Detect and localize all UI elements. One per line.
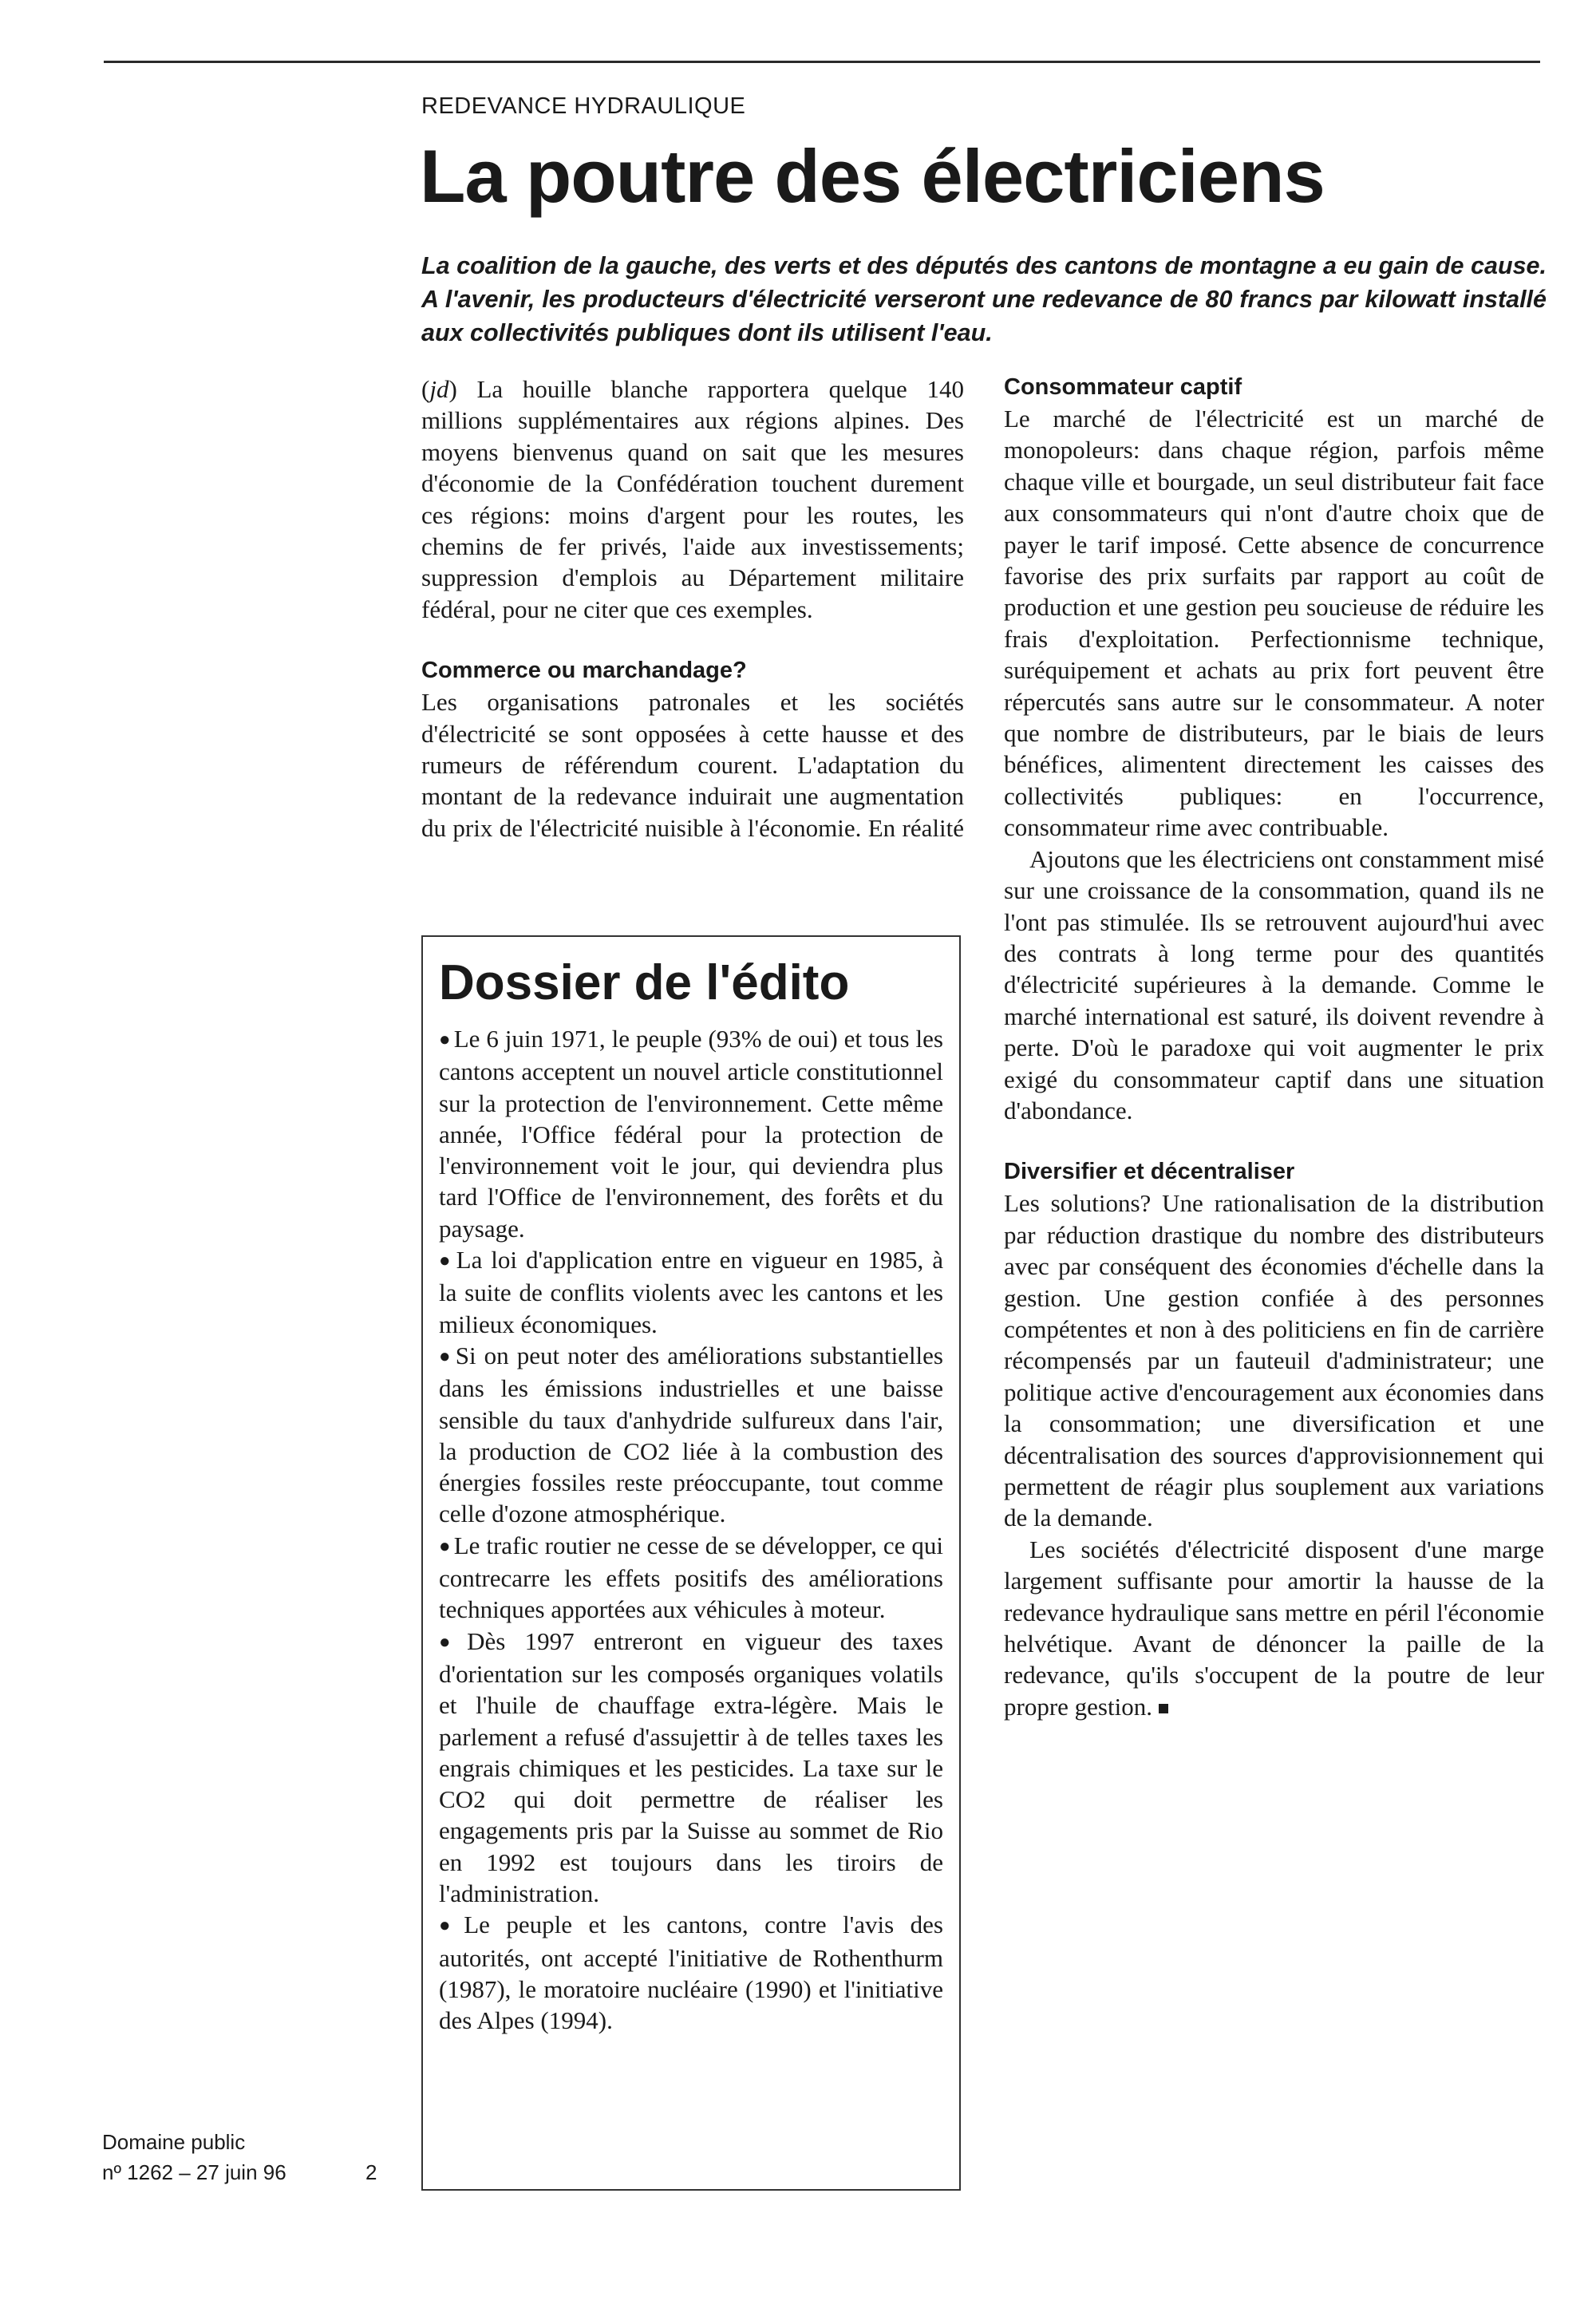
section-heading: Commerce ou marchandage?: [421, 658, 747, 684]
sidebar-item: ● Le peuple et les cantons, contre l'avis des autorités, ont accepté l'initiative de Rothenthurm (1987), le moratoire nucléaire (1990) et l'initiative des Alpes (1994).: [439, 1911, 943, 2035]
publication-name: Domaine public: [102, 2130, 246, 2154]
sidebar-items: [439, 1023, 943, 2037]
issue-info: nº 1262 – 27 juin 96: [102, 2160, 286, 2184]
bullet-icon: ●: [439, 1029, 451, 1050]
bullet-icon: ●: [439, 1346, 452, 1367]
section-heading: Consommateur captif: [1004, 374, 1242, 400]
article-column-left: [421, 373, 964, 843]
footer-publication: [102, 2127, 286, 2187]
section-paragraph: Ajoutons que les électriciens ont constamment misé sur une croissance de la consommation, quand ils ne l'ont pas stimulée. Ils se retrouvent aujourd'hui avec des contrats à long terme pour des quantités d'électricité supérieures à la demande. Comme le marché international est saturé, ils doivent revendre à perte. D'où le paradoxe qui voit augmenter le prix exigé du consommateur captif dans une situation d'abondance.: [1004, 844, 1544, 1124]
sidebar-title: Dossier de l'édito: [439, 955, 850, 1010]
section-heading: Diversifier et décentraliser: [1004, 1159, 1295, 1185]
sidebar-item: ● Le trafic routier ne cesse de se développer, ce qui contrecarre les effets positifs des améliorations techniques apportées aux véhicules à moteur.: [439, 1531, 944, 1624]
intro-paragraph: (jd) La houille blanche rapportera quelque 140 millions supplémentaires aux régions alpines. Des moyens bienvenus quand on sait que les mesures d'économie de la Confédération touchent durement ces régions: moins d'argent pour les routes, les chemins de fer privés, l'aide aux investissements; suppression d'emplois au Département militaire fédéral, pour ne citer que ces exemples.: [421, 375, 964, 623]
edito-sidebar-box: [421, 935, 961, 2191]
end-mark-icon: [1159, 1704, 1168, 1713]
bullet-icon: ●: [439, 1631, 464, 1653]
kicker: REDEVANCE HYDRAULIQUE: [421, 93, 746, 119]
top-rule: [104, 61, 1540, 63]
article-column-right: [1004, 372, 1544, 1722]
bullet-icon: ●: [439, 1535, 451, 1557]
sidebar-item: ● Le 6 juin 1971, le peuple (93% de oui) et tous les cantons acceptent un nouvel article constitutionnel sur la protection de l'environnement. Cette même année, l'Office fédéral pour la protection de l'environnement voit le jour, qui deviendra plus tard l'Office de l'environnement, des forêts et du paysage.: [439, 1025, 943, 1243]
intro-text: La houille blanche rapportera quelque 140 millions supplémentaires aux régions alpines. Des moyens bienvenus quand on sait que les mesures d'économie de la Confédération touchent durement ces régions: moins d'argent pour les routes, les chemins de fer privés, l'aide aux investissements; suppression d'emplois au Département militaire fédéral, pour ne citer que ces exemples.: [421, 375, 964, 623]
page-number: 2: [365, 2160, 377, 2184]
author-tag: jd: [429, 375, 449, 403]
sidebar-item: ● La loi d'application entre en vigueur en 1985, à la suite de conflits violents avec les cantons et les milieux économiques.: [439, 1246, 943, 1338]
headline: La poutre des électriciens: [420, 134, 1325, 218]
sidebar-item: ● Si on peut noter des améliorations substantielles dans les émissions industrielles et une baisse sensible du taux d'anhydride sulfureux dans l'air, la production de CO2 liée à la combustion des énergies fossiles reste préoccupante, tout comme celle d'ozone atmosphérique.: [439, 1341, 943, 1528]
bullet-icon: ●: [439, 1251, 453, 1272]
section-paragraph: Le marché de l'électricité est un marché de monopoleurs: dans chaque région, parfois même chaque ville et bourgade, un seul distributeur fait face aux consommateurs qui n'ont d'autre choix que de payer le tarif imposé. Cette absence de concurrence favorise des prix surfaits par rapport au coût de production et une gestion peu soucieuse de réduire les frais d'exploitation. Perfectionnisme technique, suréquipement et achats au prix fort peuvent être répercutés sans autre sur le consommateur. A noter que nombre de distributeurs, par le biais de leurs bénéfices, alimentent directement les caisses des collectivités publiques: en l'occurrence, consommateur rime avec contribuable.: [1004, 405, 1544, 842]
lead-paragraph: La coalition de la gauche, des verts et des députés des cantons de montagne a eu gain de cause. A l'avenir, les producteurs d'électricité verseront une redevance de 80 francs par kilowatt installé aux collectivités publiques dont ils utilisent l'eau.: [421, 252, 1547, 346]
sidebar-item: ● Dès 1997 entreront en vigueur des taxes d'orientation sur les composés organiques volatils et l'huile de chauffage extra-légère. Mais le parlement a refusé d'assujettir à de telles taxes les engrais chimiques et les pesticides. La taxe sur le CO2 qui doit permettre de réaliser les engagements pris par la Suisse au sommet de Rio en 1992 est toujours dans les tiroirs de l'administration.: [439, 1626, 943, 1908]
section-paragraph: Les sociétés d'électricité disposent d'une marge largement suffisante pour amortir la hausse de la redevance hydraulique sans mettre en péril l'économie helvétique. Avant de dénoncer la paille de la redevance, qu'ils s'occupent de la poutre de leur propre gestion.: [1004, 1535, 1544, 1721]
section-body-overflow: [421, 686, 964, 843]
section-paragraph: Les organisations patronales et les sociétés d'électricité se sont opposées à cette hausse et des rumeurs de référendum courent. L'adaptation du montant de la redevance induirait une augmentation du prix de l'électricité nuisible à l'économie. En réalité: [421, 688, 964, 842]
section-paragraph: Les solutions? Une rationalisation de la distribution par réduction drastique du nombre des distributeurs avec par conséquent des économies d'échelle dans la gestion. Une gestion confiée à des personnes compétentes et non à des politiciens en fin de carrière récompensés par un fauteuil d'administrateur; une politique active d'encouragement aux économies dans la consommation; une diversification et une décentralisation des sources d'approvisionnement qui permettent de réagir plus souplement aux variations de la demande.: [1004, 1189, 1544, 1532]
bullet-icon: ●: [439, 1915, 461, 1937]
